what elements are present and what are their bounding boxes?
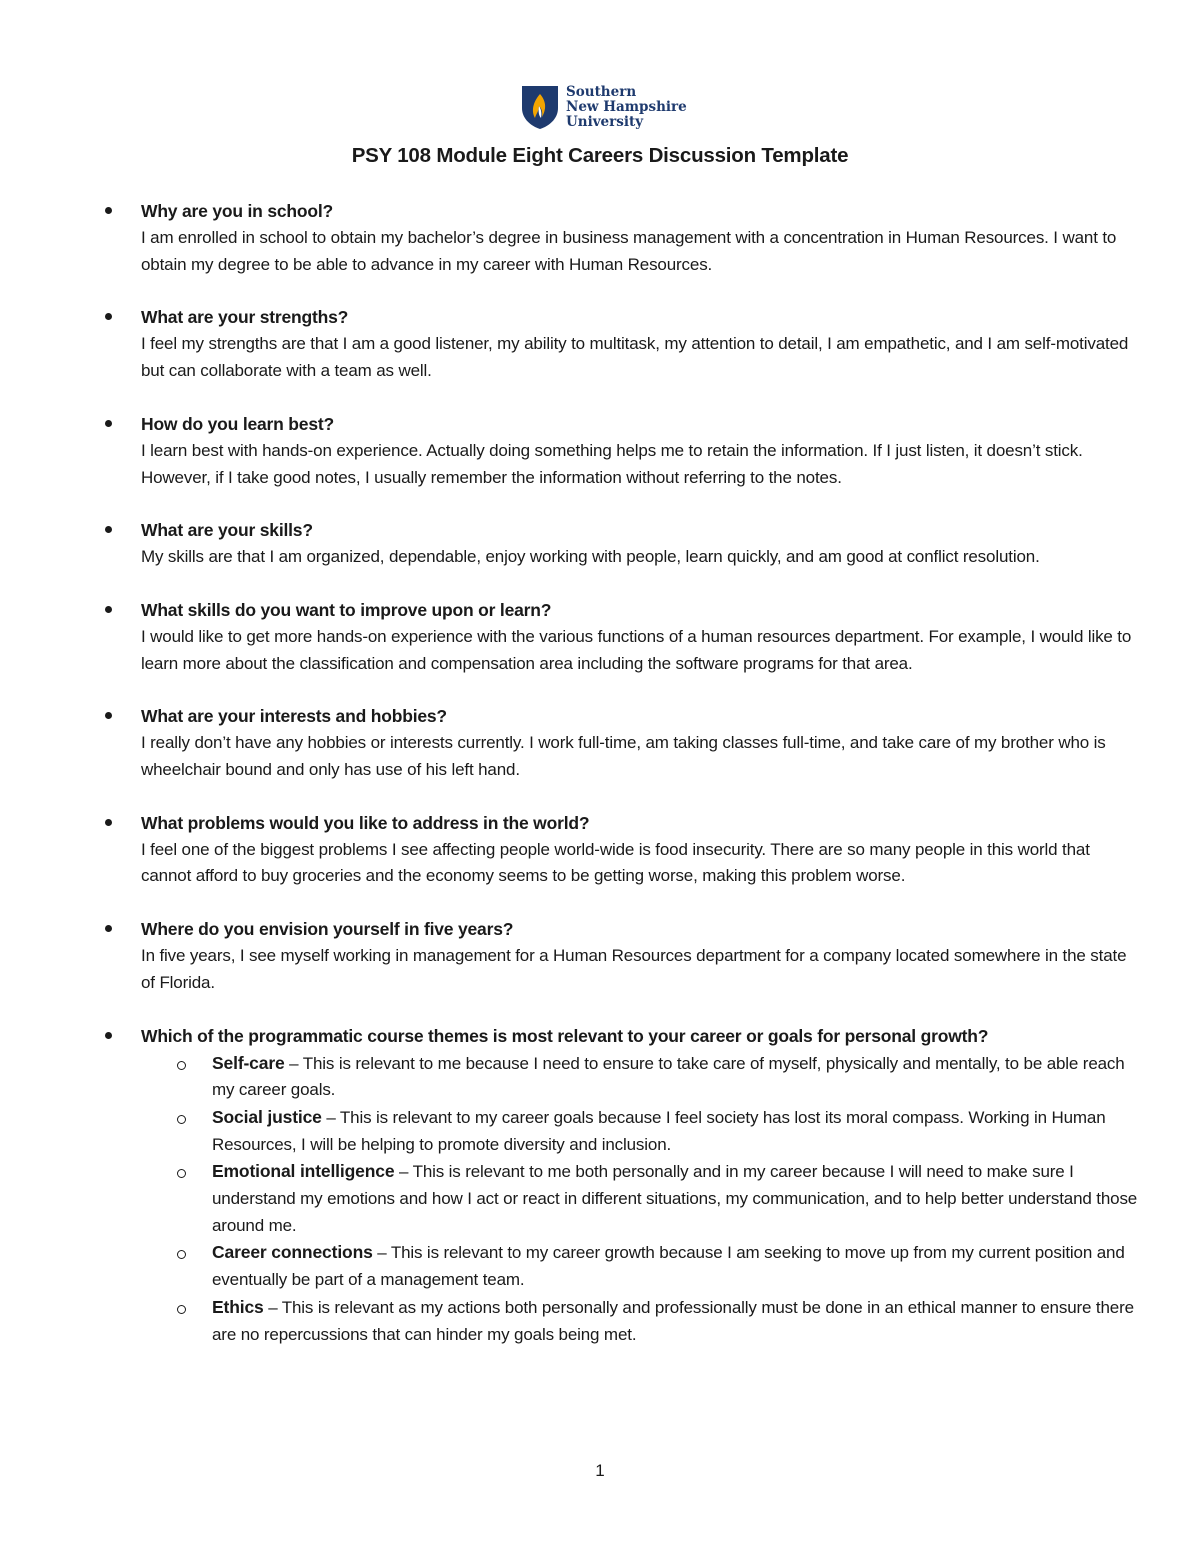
question-text: What skills do you want to improve upon or learn?	[141, 599, 552, 620]
theme-item-career-connections	[141, 1239, 1140, 1293]
answer-text: I feel my strengths are that I am a good listener, my ability to multitask, my attention to detail, I am empathetic, and I am self-motivated but can collaborate with a team as well.	[141, 334, 1129, 381]
circle-bullet-icon	[177, 1169, 186, 1178]
question-text: Where do you envision yourself in five years?	[141, 919, 514, 940]
question-item	[100, 703, 1140, 783]
theme-text: – This is relevant to my career growth because I am seeking to move up from my current position and eventually be part of a management team.	[212, 1243, 1125, 1290]
circle-bullet-icon	[177, 1250, 186, 1259]
theme-term: Career connections	[212, 1242, 373, 1263]
question-item	[100, 411, 1140, 491]
question-text: What are your strengths?	[141, 307, 349, 328]
theme-term: Ethics	[212, 1296, 264, 1317]
question-text: What are your skills?	[141, 520, 313, 541]
bullet-icon	[105, 313, 112, 320]
question-text: How do you learn best?	[141, 413, 334, 434]
bullet-icon	[105, 606, 112, 613]
question-list	[100, 198, 1140, 1374]
question-item	[100, 597, 1140, 677]
answer-text: I feel one of the biggest problems I see affecting people world-wide is food insecurity. There are so many people in this world that cannot afford to buy groceries and the economy seems to be getting worse, making this problem worse.	[141, 839, 1090, 886]
answer-text: I learn best with hands-on experience. Actually doing something helps me to retain the information. If I just listen, it doesn’t stick. However, if I take good notes, I usually remember the information without referring to the notes.	[141, 440, 1083, 487]
bullet-icon	[105, 1032, 112, 1039]
question-item	[100, 517, 1140, 571]
answer-text: In five years, I see myself working in management for a Human Resources department for a company located somewhere in the state of Florida.	[141, 946, 1127, 992]
logo-line-1: Southern	[566, 84, 637, 100]
answer-text: My skills are that I am organized, dependable, enjoy working with people, learn quickly, and am good at conflict resolution.	[141, 547, 1040, 567]
theme-item-social-justice	[141, 1104, 1140, 1158]
logo-line-2: New Hampshire	[566, 99, 687, 115]
question-text: What are your interests and hobbies?	[141, 706, 447, 727]
theme-text: – This is relevant to my career goals because I feel society has lost its moral compass. Working in Human Resources, I will be helping to promote diversity and inclusion.	[212, 1107, 1106, 1154]
theme-item-emotional-intelligence	[141, 1158, 1140, 1239]
page-number: 1	[595, 1461, 605, 1480]
theme-text: – This is relevant to me both personally and in my career because I will need to make sure I understand my emotions and how I act or react in different situations, my communication, and to help better understand those around me.	[212, 1162, 1138, 1235]
university-logo	[520, 84, 690, 132]
question-item	[100, 810, 1140, 890]
question-item	[100, 304, 1140, 384]
theme-term: Self-care	[212, 1052, 285, 1073]
answer-text: I really don’t have any hobbies or interests currently. I work full-time, am taking classes full-time, and take care of my brother who is wheelchair bound and only has use of his left hand.	[141, 733, 1106, 780]
shield-flame-icon	[520, 84, 560, 130]
question-item	[100, 198, 1140, 278]
bullet-icon	[105, 819, 112, 826]
question-text: Which of the programmatic course themes is most relevant to your career or goals for personal growth?	[141, 1025, 989, 1046]
answer-text: I am enrolled in school to obtain my bachelor’s degree in business management with a concentration in Human Resources. I want to obtain my degree to be able to advance in my career with Human Resources.	[141, 228, 1117, 274]
question-text: Why are you in school?	[141, 201, 334, 221]
document-title: PSY 108 Module Eight Careers Discussion Template	[351, 144, 849, 167]
theme-item-ethics	[141, 1294, 1140, 1348]
logo-line-3: University	[566, 114, 644, 130]
answer-text: I would like to get more hands-on experience with the various functions of a human resources department. For example, I would like to learn more about the classification and compensation area including the software programs for that area.	[141, 626, 1132, 673]
circle-bullet-icon	[177, 1305, 186, 1314]
bullet-icon	[105, 420, 112, 427]
theme-text: – This is relevant as my actions both personally and professionally must be done in an ethical manner to ensure there are no repercussions that can hinder my goals being met.	[212, 1297, 1134, 1344]
theme-term: Emotional intelligence	[212, 1161, 395, 1182]
themes-sublist	[141, 1050, 1140, 1349]
theme-text: – This is relevant to me because I need to ensure to take care of myself, physically and mentally, to be able reach my career goals.	[212, 1053, 1125, 1100]
university-name	[566, 85, 687, 130]
bullet-icon	[105, 925, 112, 932]
bullet-icon	[105, 526, 112, 533]
theme-item-self-care	[141, 1050, 1140, 1104]
circle-bullet-icon	[177, 1115, 186, 1124]
bullet-icon	[105, 712, 112, 719]
circle-bullet-icon	[177, 1061, 186, 1070]
question-text: What problems would you like to address in the world?	[141, 812, 590, 833]
bullet-icon	[105, 207, 112, 214]
themes-question-item	[100, 1023, 1140, 1349]
theme-term: Social justice	[212, 1106, 322, 1127]
question-item	[100, 916, 1140, 996]
